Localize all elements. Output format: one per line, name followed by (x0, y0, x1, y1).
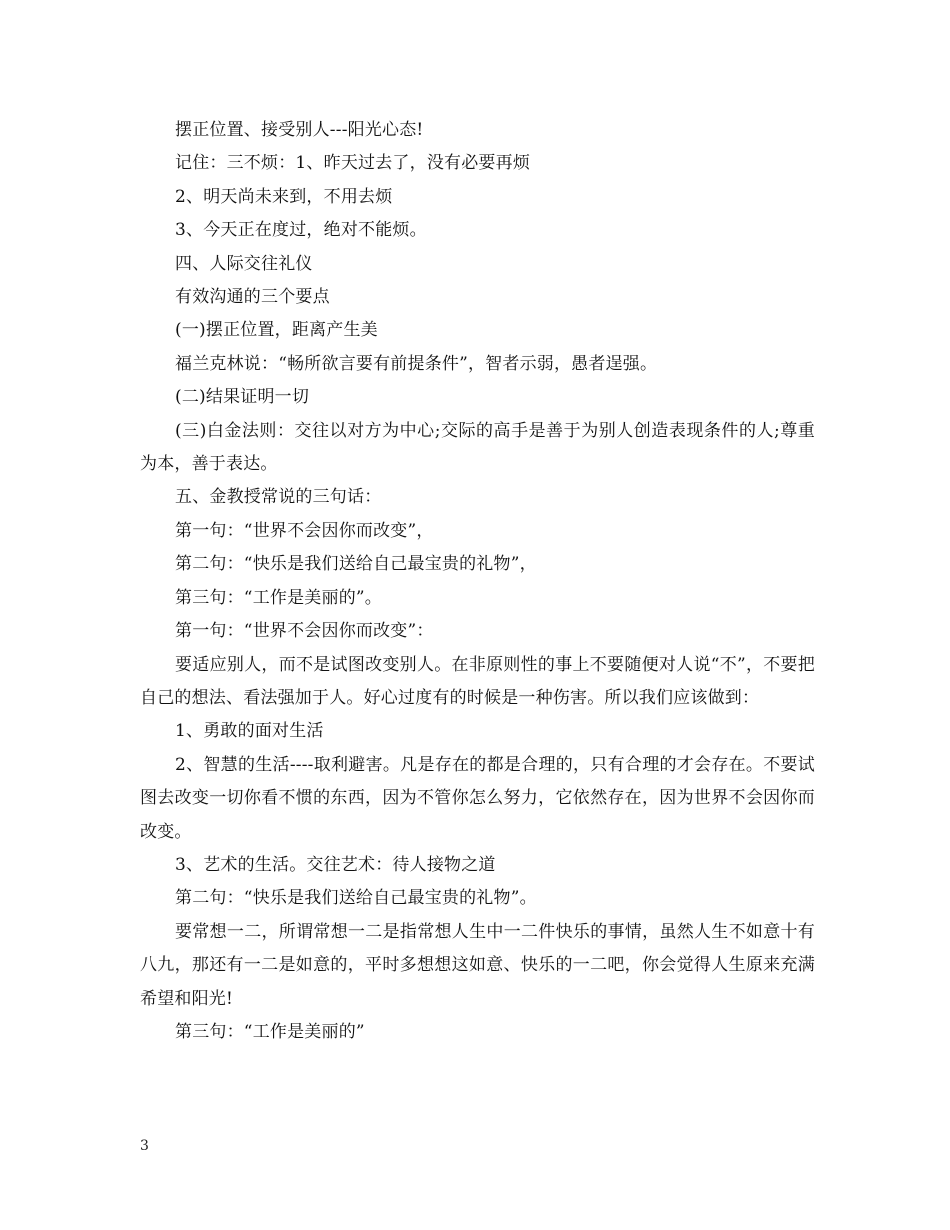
section-heading-etiquette: 四、人际交往礼仪 (175, 253, 313, 274)
page-number: 3 (140, 1138, 149, 1154)
paragraph-franklin-quote: 福兰克林说：“畅所欲言要有前提条件”，智者示弱，愚者逞强。 (175, 353, 658, 374)
point-two: (二)结果证明一切 (175, 387, 310, 408)
paragraph-happiness: 要常想一二，所谓常想一二是指常想人生中一二件快乐的事情，虽然人生不如意十有八九，那还有一二是如意的，平时多想想这如意、快乐的一二吧，你会觉得人生原来充满希望和阳光! (140, 921, 815, 1009)
paragraph-communication-points: 有效沟通的三个要点 (175, 287, 330, 308)
saying-one: 第一句：“世界不会因你而改变”， (175, 520, 434, 541)
point-one: (一)摆正位置，距离产生美 (175, 320, 378, 341)
saying-three-heading: 第三句：“工作是美丽的” (175, 1021, 365, 1042)
paragraph-three-no-worries: 记住：三不烦：1、昨天过去了，没有必要再烦 (175, 153, 531, 174)
paragraph-today: 3、今天正在度过，绝对不能烦。 (175, 220, 427, 241)
item-wise-life: 2、智慧的生活----取利避害。凡是存在的都是合理的，只有合理的才会存在。不要试图去改变一切你看不惯的东西，因为不管你怎么努力，它依然存在，因为世界不会因你而改变。 (140, 754, 815, 842)
section-heading-three-sayings: 五、金教授常说的三句话： (175, 487, 382, 508)
saying-two-heading: 第二句：“快乐是我们送给自己最宝贵的礼物”。 (175, 888, 537, 909)
saying-two: 第二句：“快乐是我们送给自己最宝贵的礼物”， (175, 554, 537, 575)
item-brave-life: 1、勇敢的面对生活 (175, 721, 324, 742)
paragraph-sunny-attitude: 摆正位置、接受别人---阳光心态! (175, 120, 424, 140)
paragraph-adapt-to-others: 要适应别人，而不是试图改变别人。在非原则性的事上不要随便对人说“不”，不要把自己的想法、看法强加于人。好心过度有的时候是一种伤害。所以我们应该做到： (140, 654, 815, 708)
paragraph-tomorrow: 2、明天尚未来到，不用去烦 (175, 186, 393, 207)
item-artful-life: 3、艺术的生活。交往艺术：待人接物之道 (175, 854, 496, 875)
saying-three: 第三句：“工作是美丽的”。 (175, 587, 382, 608)
document-body (140, 114, 815, 1049)
saying-one-heading: 第一句：“世界不会因你而改变”： (175, 621, 434, 642)
point-three-platinum-rule: (三)白金法则：交往以对方为中心;交际的高手是善于为别人创造表现条件的人;尊重为本，善于表达。 (140, 420, 815, 475)
